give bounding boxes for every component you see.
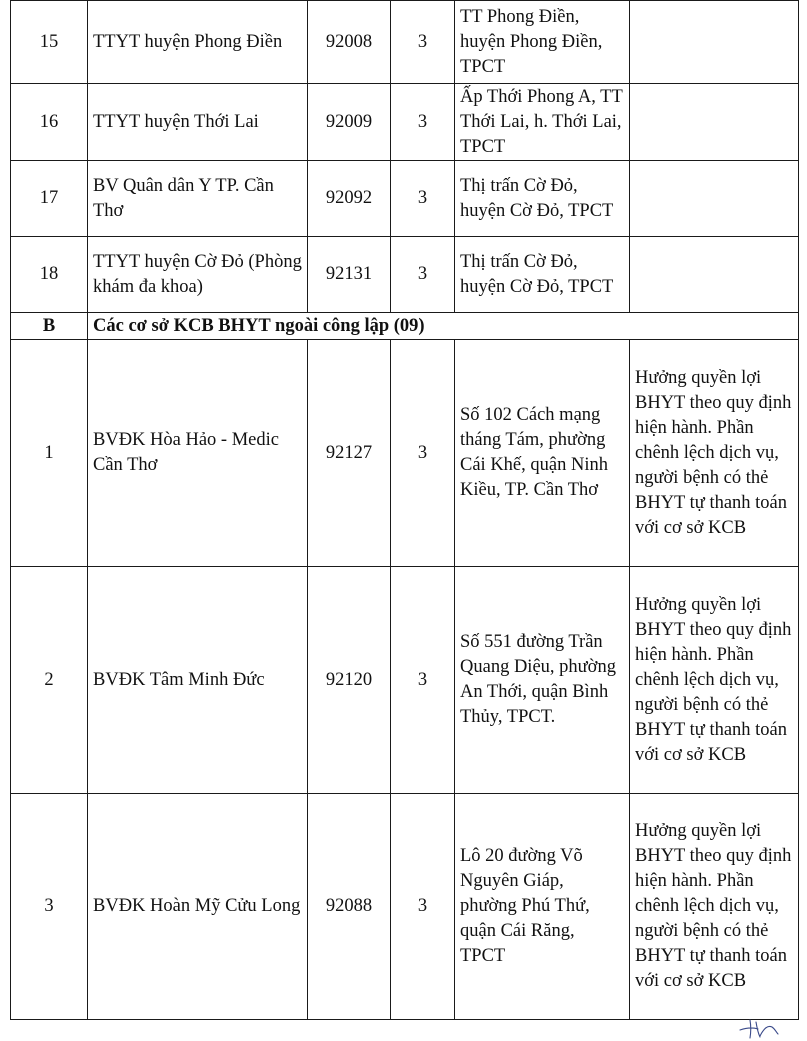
facility-code: 92092	[308, 161, 391, 237]
facility-level: 3	[391, 161, 455, 237]
facility-level: 3	[391, 237, 455, 313]
table-row	[11, 567, 799, 794]
facility-name: TTYT huyện Cờ Đỏ (Phòng khám đa khoa)	[88, 237, 308, 313]
table-row	[11, 84, 799, 161]
facility-address: TT Phong Điền, huyện Phong Điền, TPCT	[455, 1, 630, 84]
facility-code: 92120	[308, 567, 391, 794]
facility-code: 92008	[308, 1, 391, 84]
section-title: Các cơ sở KCB BHYT ngoài công lập (09)	[88, 313, 799, 340]
facility-address: Thị trấn Cờ Đỏ, huyện Cờ Đỏ, TPCT	[455, 237, 630, 313]
facility-code: 92009	[308, 84, 391, 161]
facility-table	[10, 0, 799, 1020]
section-label: B	[11, 313, 88, 340]
facility-level: 3	[391, 1, 455, 84]
table-row	[11, 794, 799, 1020]
row-number: 2	[11, 567, 88, 794]
table-row	[11, 237, 799, 313]
row-number: 15	[11, 1, 88, 84]
row-number: 3	[11, 794, 88, 1020]
facility-level: 3	[391, 794, 455, 1020]
section-header-row	[11, 313, 799, 340]
facility-name: TTYT huyện Phong Điền	[88, 1, 308, 84]
table-row	[11, 1, 799, 84]
row-number: 16	[11, 84, 88, 161]
table-row	[11, 340, 799, 567]
facility-level: 3	[391, 84, 455, 161]
facility-name: BV Quân dân Y TP. Cần Thơ	[88, 161, 308, 237]
facility-name: TTYT huyện Thới Lai	[88, 84, 308, 161]
row-number: 18	[11, 237, 88, 313]
facility-note	[630, 84, 799, 161]
facility-note: Hưởng quyền lợi BHYT theo quy định hiện hành. Phần chênh lệch dịch vụ, người bệnh có thẻ BHYT tự thanh toán với cơ sở KCB	[630, 794, 799, 1020]
facility-name: BVĐK Tâm Minh Đức	[88, 567, 308, 794]
facility-code: 92131	[308, 237, 391, 313]
facility-level: 3	[391, 340, 455, 567]
facility-code: 92127	[308, 340, 391, 567]
facility-code: 92088	[308, 794, 391, 1020]
facility-address: Số 102 Cách mạng tháng Tám, phường Cái Khế, quận Ninh Kiều, TP. Cần Thơ	[455, 340, 630, 567]
table-row	[11, 161, 799, 237]
facility-note	[630, 161, 799, 237]
facility-note	[630, 1, 799, 84]
facility-note	[630, 237, 799, 313]
facility-address: Thị trấn Cờ Đỏ, huyện Cờ Đỏ, TPCT	[455, 161, 630, 237]
facility-address: Số 551 đường Trần Quang Diệu, phường An Thới, quận Bình Thủy, TPCT.	[455, 567, 630, 794]
row-number: 1	[11, 340, 88, 567]
facility-name: BVĐK Hoàn Mỹ Cửu Long	[88, 794, 308, 1020]
facility-note: Hưởng quyền lợi BHYT theo quy định hiện hành. Phần chênh lệch dịch vụ, người bệnh có thẻ BHYT tự thanh toán với cơ sở KCB	[630, 567, 799, 794]
row-number: 17	[11, 161, 88, 237]
facility-address: Ấp Thới Phong A, TT Thới Lai, h. Thới Lai, TPCT	[455, 84, 630, 161]
facility-note: Hưởng quyền lợi BHYT theo quy định hiện hành. Phần chênh lệch dịch vụ, người bệnh có thẻ BHYT tự thanh toán với cơ sở KCB	[630, 340, 799, 567]
facility-name: BVĐK Hòa Hảo - Medic Cần Thơ	[88, 340, 308, 567]
facility-address: Lô 20 đường Võ Nguyên Giáp, phường Phú Thứ, quận Cái Răng, TPCT	[455, 794, 630, 1020]
handwritten-initials-mark	[738, 1016, 780, 1041]
facility-level: 3	[391, 567, 455, 794]
